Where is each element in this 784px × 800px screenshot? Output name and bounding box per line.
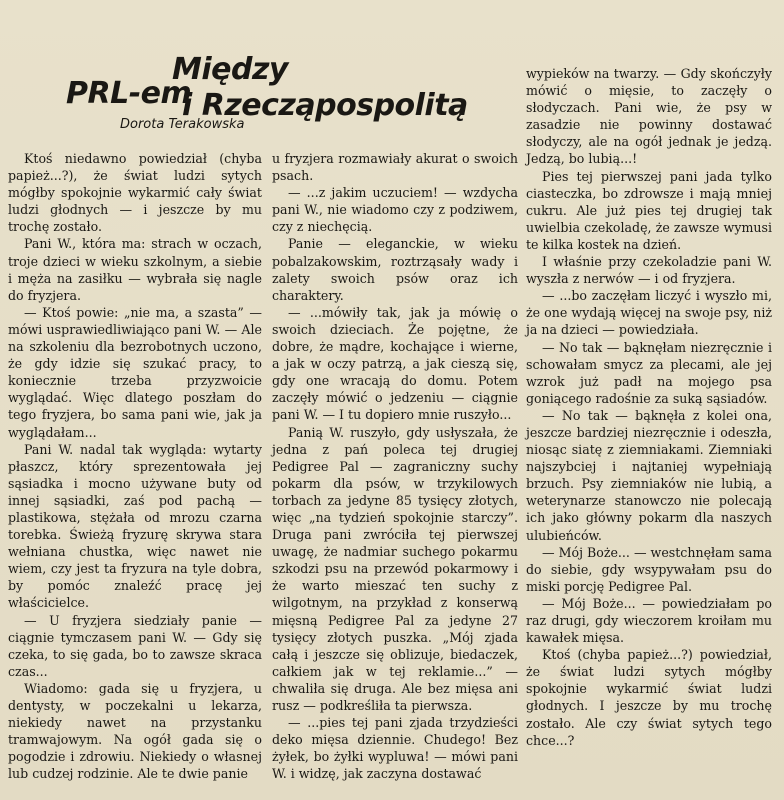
- paragraph: I właśnie przy czekoladzie pani W. wyszła z nerwów — i od fryzjera.: [526, 254, 772, 287]
- paragraph: — No tak — bąknęłam niezręcznie i schowałam smycz za plecami, ale jej wzrok już padł na mojego psa goniącego radośnie za suką sąsiadów.: [526, 339, 772, 406]
- paragraph: wypieków na twarzy. — Gdy skończyły mówić o mięsie, to zaczęły o słodyczach. Pani wie, że psy w zasadzie nie powinny dostawać słodyczy, ale na ogół jednak je jedzą. Jedzą, bo lubią...!: [526, 66, 772, 167]
- paragraph: — Mój Boże... — powiedziałam po raz drugi, gdy wieczorem kroiłam mu kawałek mięsa.: [526, 595, 772, 646]
- paragraph: Panią W. ruszyło, gdy usłyszała, że jedna z pań poleca tej drugiej Pedigree Pal — zagraniczny suchy pokarm dla psów, w trzykilowych torbach za jedyne 85 tysięcy złotych, więc „na tydzień spokojnie starczy”. Druga pani zwróciła tej pierwszej uwagę, że nadmiar suchego pokarmu szkodzi psu na przewód pokarmowy i że warto mieszać ten suchy z wilgotnym, na przykład z konserwą mięsną Pedigree Pal za jedyne 27 tysięcy złotych puszka. „Mój zjada całą i jeszcze się oblizuje, biedaczek, całkiem jak w tej reklamie...” — chwaliła się druga. Ale bez mięsa ani rusz — podkreśliła ta pierwsza.: [272, 424, 518, 713]
- title-line-1: Między: [172, 52, 288, 87]
- paragraph: Panie — eleganckie, w wieku pobalzakowskim, roztrząsały wady i zalety swoich psów oraz ich charaktery.: [272, 236, 518, 303]
- paragraph: Pani W., która ma: strach w oczach, troje dzieci w wieku szkolnym, a siebie i męża na zasiłku — wybrała się nagle do fryzjera.: [8, 236, 262, 303]
- paragraph: Pies tej pierwszej pani jada tylko ciasteczka, bo zdrowsze i mają mniej cukru. Ale już pies tej drugiej tak uwielbia czekoladę, że zawsze wymusi te kilka kostek na dzień.: [526, 168, 772, 252]
- paragraph: — ...mówiły tak, jak ja mówię o swoich dzieciach. Że pojętne, że dobre, że mądre, kochające i wierne, a jak w oczy patrzą, a jak cieszą się, gdy one wracają do domu. Potem zaczęły mówić o jedzeniu — ciągnie pani W. — I tu dopiero mnie ruszyło...: [272, 304, 518, 423]
- paragraph: — ...z jakim uczuciem! — wzdycha pani W., nie wiadomo czy z podziwem, czy z niechęcią.: [272, 185, 518, 235]
- paragraph: Ktoś niedawno powiedział (chyba papież...?), że świat ludzi sytych mógłby spokojnie wykarmić cały świat ludzi głodnych — i jeszcze by mu trochę zostało.: [8, 151, 262, 235]
- paragraph: Pani W. nadal tak wygląda: wytarty płaszcz, który sprezentowała jej sąsiadka i mocno używane buty od innej sąsiadki, zaś pod pachą — plastikowa, stężała od mrozu czarna torebka. Świeżą fryzurę skrywa stara wełniana chustka, więc nawet nie wiem, czy jest ta fryzura na tyle dobra, by pomóc znaleźć pracę jej właścicielce.: [8, 441, 262, 611]
- title-line-2a: PRL-em: [66, 76, 192, 111]
- paragraph: — ...bo zaczęłam liczyć i wyszło mi, że one wydają więcej na swoje psy, niż ja na dzieci — powiedziała.: [526, 288, 772, 338]
- paragraph: u fryzjera rozmawiały akurat o swoich psach.: [272, 151, 518, 184]
- paragraph: — U fryzjera siedziały panie — ciągnie tymczasem pani W. — Gdy się czeka, to się gada, bo to zawsze skraca czas...: [8, 612, 262, 679]
- paragraph: Wiadomo: gada się u fryzjera, u dentysty, w poczekalni u lekarza, niekiedy nawet na przystanku tramwajowym. Na ogół gada się o pogodzie i zdrowiu. Niekiedy o własnej lub cudzej rodzinie. Ale te dwie panie: [8, 680, 262, 782]
- paragraph: — ...pies tej pani zjada trzydzieści deko mięsa dziennie. Chudego! Bez żyłek, bo żyłki wypluwa! — mówi pani W. i widzę, jak zaczyna dostawać: [272, 715, 518, 782]
- title-line-2b: i Rzecząpospolitą: [182, 88, 468, 123]
- column-1: [8, 150, 262, 782]
- paragraph: Ktoś (chyba papież...?) powiedział, że świat ludzi sytych mógłby spokojnie wykarmić świat ludzi głodnych. I jeszcze by mu trochę zostało. Ale czy świat sytych tego chce...?: [526, 647, 772, 748]
- paragraph: — Ktoś powie: „nie ma, a szasta” — mówi usprawiedliwiająco pani W. — Ale na szkoleniu dla bezrobotnych uczono, że gdy idzie się szukać pracy, to koniecznie trzeba przyzwoicie wyglądać. Więc dlatego poszłam do tego fryzjera, bo sama pani wie, jak ja wyglądałam...: [8, 304, 262, 440]
- author-byline: Dorota Terakowska: [120, 117, 245, 132]
- column-2: [272, 150, 518, 782]
- paragraph: — No tak — bąknęła z kolei ona, jeszcze bardziej niezręcznie i odeszła, niosąc siatę z ziemniakami. Ziemniaki najszybciej i najtaniej wypełniają brzuch. Psy ziemniaków nie lubią, a weterynarze stanowczo nie polecają ich jako główny pokarm dla naszych ulubieńców.: [526, 407, 772, 543]
- column-3: [526, 65, 772, 749]
- paragraph: — Mój Boże... — westchnęłam sama do siebie, gdy wsypywałam psu do miski porcję Pedigree Pal.: [526, 544, 772, 594]
